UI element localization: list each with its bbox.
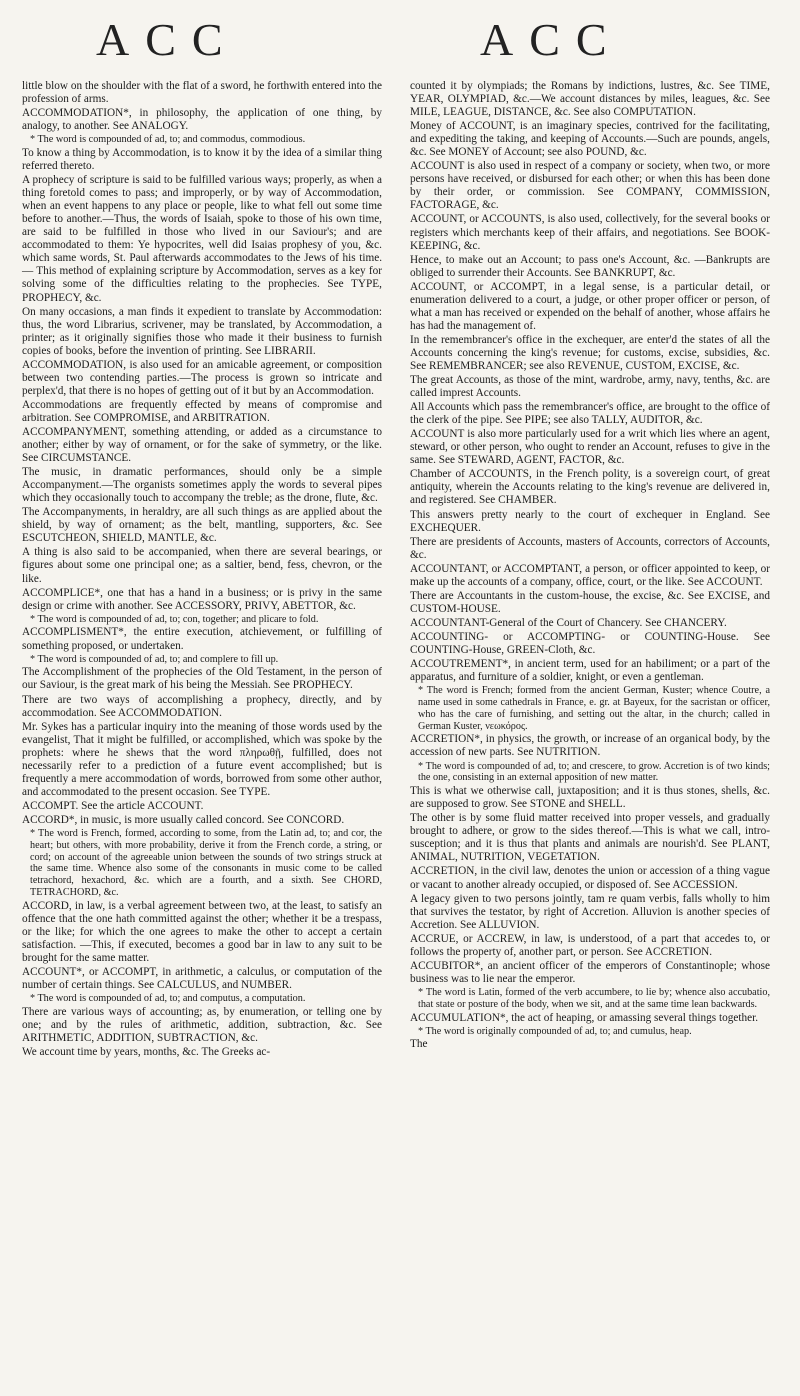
paragraph: ACCOUNT*, or ACCOMPT, in arithmetic, a calculus, or computation of the number of certain things. See CALCULUS, and NUMBER. xyxy=(22,966,382,992)
left-column xyxy=(22,80,382,1060)
paragraph: ACCRUE, or ACCREW, in law, is understood, of a part that accedes to, or follows the property of, another part, or person. See ACCRETION. xyxy=(410,932,770,958)
footnote: * The word is originally compounded of ad, to; and cumulus, heap. xyxy=(418,1025,692,1037)
paragraph: There are two ways of accomplishing a prophecy, directly, and by accommodation. See ACCOMMODATION. xyxy=(22,693,382,719)
paragraph: little blow on the shoulder with the flat of a sword, he forthwith entered into the profession of arms. xyxy=(22,80,382,106)
paragraph: On many occasions, a man finds it expedient to translate by Accommodation: thus, the word Librarius, scrivener, may be translated, by Accommodation, a printer; as it originally signifies those who made it their business to furnish copies of books, before the invention of printing. See LIBRARII. xyxy=(22,305,382,357)
footnote: * The word is French, formed, according to some, from the Latin ad, to; and cor, the heart; but others, with more probability, derive it from the French corde, a string, or cord; on account of the agreeable union between the sounds of two strings struck at the same time. Whence also some of the consonants in music come to be called tetrachord, hexachord, &c. which are a fourth, and a sixth. See CHORD, TETRACHORD, &c. xyxy=(30,827,382,899)
footnote: * The word is compounded of ad, to; and crescere, to grow. Accretion is of two kinds; the one, consisting in an external apposition of new matter. xyxy=(418,760,770,784)
footnote: * The word is French; formed from the ancient German, Kuster; whence Coutre, a name used in some cathedrals in France, e. gr. at Bayeux, for the sacristan or officer, who has the care of furnishing, and setting out the altar, in the church; called in German Kuster, νεωκόρος. xyxy=(418,685,770,732)
paragraph: A thing is also said to be accompanied, when there are several bearings, or figures about some one principal one; as a saltier, bend, fess, chevron, or the like. xyxy=(22,546,382,585)
paragraph: This answers pretty nearly to the court of exchequer in England. See EXCHEQUER. xyxy=(410,508,770,534)
paragraph: ACCORD*, in music, is more usually called concord. See CONCORD. xyxy=(22,813,345,826)
paragraph: ACCOUNT, or ACCOUNTS, is also used, collectively, for the several books or registers which merchants keep of their affairs, and negotiations. See BOOK-KEEPING, &c. xyxy=(410,213,770,252)
paragraph: ACCOMPLISMENT*, the entire execution, atchievement, or fulfilling of something proposed, or undertaken. xyxy=(22,626,382,652)
paragraph: A prophecy of scripture is said to be fulfilled various ways; properly, as when a thing foretold comes to pass; and improperly, or by way of Accommodation, when an event happens to any place or people, like to what fell out some time before to another.—Thus, the words of Isaiah, spoke to those of his own time, are said to be fulfilled in those who lived in our Saviour's; and are accommodated to them: Ye hypocrites, well did Isaias prophesy of you, &c. which same words, St. Paul afterwards accommodates to the Jews of his time.— This method of explaining scripture by Accommodation, serves as a key for solving some of the difficulties relating to the prophecies. See TYPE, PROPHECY, &c. xyxy=(22,174,382,304)
paragraph: Chamber of ACCOUNTS, in the French polity, is a sovereign court, of great antiquity, wherein the Accounts relating to the king's revenue are delivered in, and registered. See CHAMBER. xyxy=(410,468,770,507)
paragraph: ACCRETION, in the civil law, denotes the union or accession of a thing vague or vacant to another already occupied, or disposed of. See ACCESSION. xyxy=(410,865,770,891)
paragraph: ACCOUNT is also more particularly used for a writ which lies where an agent, steward, or other person, who ought to render an Account, refuses to give in the same. See STEWARD, AGENT, FACTOR, &c. xyxy=(410,428,770,467)
right-column xyxy=(410,80,770,1052)
paragraph: The Accompanyments, in heraldry, are all such things as are applied about the shield, by way of ornament; as the belt, mantling, supporters, &c. See ESCUTCHEON, SHIELD, MANTLE, &c. xyxy=(22,506,382,545)
footnote: * The word is Latin, formed of the verb accumbere, to lie by; whence also accubatio, that state or posture of the body, when we sit, and at the same time lean backwards. xyxy=(418,986,770,1010)
paragraph: ACCOUNTING- or ACCOMPTING- or COUNTING-House. See COUNTING-House, GREEN-Cloth, &c. xyxy=(410,630,770,656)
paragraph: Mr. Sykes has a particular inquiry into the meaning of those words used by the evangelist, That it might be fulfilled, or accomplished, which was spoke by the prophets: where he shews that the word πληρωθῇ, fulfilled, does not necessarily refer to a prediction of a future event accomplished; but is frequently a mere accommodation of words, borrowed from some other author, and accommodated to the present occasion. See TYPE. xyxy=(22,720,382,798)
footnote: * The word is compounded of ad, to; con, together; and plicare to fold. xyxy=(30,613,319,625)
paragraph: All Accounts which pass the remembrancer's office, are brought to the office of the clerk of the pipe. See PIPE; see also TALLY, AUDITOR, &c. xyxy=(410,401,770,427)
paragraph: The xyxy=(410,1038,428,1051)
footnote: * The word is compounded of ad, to; and computus, a computation. xyxy=(30,993,306,1005)
paragraph: There are Accountants in the custom-house, the excise, &c. See EXCISE, and CUSTOM-HOUSE. xyxy=(410,589,770,615)
paragraph: Hence, to make out an Account; to pass one's Account, &c. —Bankrupts are obliged to surrender their Accounts. See BANKRUPT, &c. xyxy=(410,253,770,279)
paragraph: The other is by some fluid matter received into proper vessels, and gradually brought to adhere, or grow to the sides thereof.—This is what we call, intro-susception; and it is thus that plants and animals are nourish'd. See PLANT, ANIMAL, NUTRITION, VEGETATION. xyxy=(410,812,770,864)
paragraph: ACCOMPLICE*, one that has a hand in a business; or is privy in the same design or crime with another. See ACCESSORY, PRIVY, ABETTOR, &c. xyxy=(22,586,382,612)
paragraph: ACCOMPT. See the article ACCOUNT. xyxy=(22,799,204,812)
paragraph: ACCOMPANYMENT, something attending, or added as a circumstance to another; either by way of ornament, or for the sake of symmetry, or the like. See CIRCUMSTANCE. xyxy=(22,426,382,465)
running-header-right: ACC xyxy=(480,14,623,65)
paragraph: ACCOUNTANT, or ACCOMPTANT, a person, or officer appointed to keep, or make up the accounts of a company, office, court, or the like. See ACCOUNT. xyxy=(410,562,770,588)
paragraph: There are presidents of Accounts, masters of Accounts, correctors of Accounts, &c. xyxy=(410,535,770,561)
paragraph: We account time by years, months, &c. The Greeks ac- xyxy=(22,1046,271,1059)
paragraph: ACCUBITOR*, an ancient officer of the emperors of Constantinople; whose business was to lie near the emperor. xyxy=(410,959,770,985)
paragraph: Money of ACCOUNT, is an imaginary species, contrived for the facilitating, and expediting the taking, and keeping of Accounts.—Such are pounds, angels, &c. See MONEY of Account; see also POUND, &c. xyxy=(410,120,770,159)
paragraph: There are various ways of accounting; as, by enumeration, or telling one by one; and by the rules of arithmetic, addition, subtraction, &c. See ARITHMETIC, ADDITION, SUBTRACTION, &c. xyxy=(22,1006,382,1045)
footnote: * The word is compounded of ad, to; and commodus, commodious. xyxy=(30,134,306,146)
paragraph: ACCRETION*, in physics, the growth, or increase of an organical body, by the accession of new parts. See NUTRITION. xyxy=(410,733,770,759)
paragraph: ACCOUTREMENT*, in ancient term, used for an habiliment; or a part of the apparatus, and furniture of a soldier, knight, or even a gentleman. xyxy=(410,658,770,684)
paragraph: To know a thing by Accommodation, is to know it by the idea of a similar thing referred thereto. xyxy=(22,147,382,173)
running-header-left: ACC xyxy=(96,14,239,65)
paragraph: The great Accounts, as those of the mint, wardrobe, army, navy, tenths, &c. are called imprest Accounts. xyxy=(410,374,770,400)
paragraph: This is what we otherwise call, juxtaposition; and it is thus stones, shells, &c. are supposed to grow. See STONE and SHELL. xyxy=(410,785,770,811)
footnote: * The word is compounded of ad, to; and complere to fill up. xyxy=(30,653,279,665)
paragraph: A legacy given to two persons jointly, tam re quam verbis, falls wholly to him that survives the testator, by right of Accretion. Alluvion is another species of Accretion. See ALLUVION. xyxy=(410,892,770,931)
paragraph: ACCORD, in law, is a verbal agreement between two, at the least, to satisfy an offence that the one hath committed against the other; whether it be a trespass, or the like; for which the one agrees to make the other to accept a certain satisfaction. —This, if executed, becomes a good bar in law to any suit to be brought for the same matter. xyxy=(22,899,382,965)
paragraph: counted it by olympiads; the Romans by indictions, lustres, &c. See TIME, YEAR, OLYMPIAD, &c.—We account distances by miles, leagues, &c. See MILE, LEAGUE, DISTANCE, &c. See also COMPUTATION. xyxy=(410,80,770,119)
paragraph: ACCOUNTANT-General of the Court of Chancery. See CHANCERY. xyxy=(410,616,727,629)
paragraph: ACCOUNT is also used in respect of a company or society, when two, or more persons have received, or disbursed for each other; or when this has been done by their order, or commission. See COMPANY, COMMISSION, FACTORAGE, &c. xyxy=(410,160,770,212)
paragraph: ACCOMMODATION, is also used for an amicable agreement, or composition between two contending parties.—The process is grown so intricate and perplex'd, that there is no hopes of getting out of it but by an Accommodation. xyxy=(22,358,382,397)
paragraph: ACCOMMODATION*, in philosophy, the application of one thing, by analogy, to another. See ANALOGY. xyxy=(22,107,382,133)
paragraph: The Accomplishment of the prophecies of the Old Testament, in the person of our Saviour, is the great mark of his being the Messiah. See PROPHECY. xyxy=(22,666,382,692)
paragraph: ACCUMULATION*, the act of heaping, or amassing several things together. xyxy=(410,1011,759,1024)
paragraph: Accommodations are frequently effected by means of compromise and arbitration. See COMPROMISE, and ARBITRATION. xyxy=(22,398,382,424)
paragraph: ACCOUNT, or ACCOMPT, in a legal sense, is a particular detail, or enumeration delivered to a court, a judge, or other proper officer or person, of what a man has received or expended on the behalf of another, whose affairs he has had the management of. xyxy=(410,280,770,332)
paragraph: The music, in dramatic performances, should only be a simple Accompanyment.—The organists sometimes apply the words to several pipes which they occasionally touch to accompany the treble; as the drone, flute, &c. xyxy=(22,466,382,505)
paragraph: In the remembrancer's office in the exchequer, are enter'd the states of all the Accounts concerning the king's revenue; for customs, excise, subsidies, &c. See REMEMBRANCER; see also REVENUE, CUSTOM, EXCISE, &c. xyxy=(410,333,770,372)
